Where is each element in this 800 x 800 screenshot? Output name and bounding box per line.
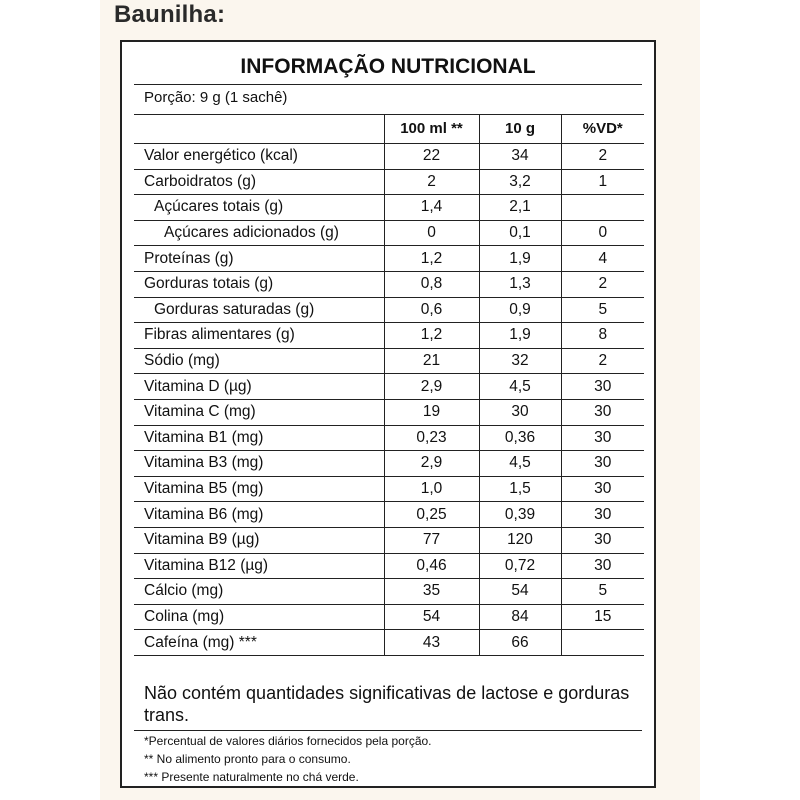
value-10g-cell: 32 [479, 348, 561, 374]
table-row [134, 630, 644, 656]
nutrient-name-cell: Fibras alimentares (g) [134, 323, 384, 349]
value-100ml-cell: 1,2 [384, 323, 479, 349]
table-row [134, 271, 644, 297]
value-10g-cell: 66 [479, 630, 561, 656]
nutrition-table [134, 114, 644, 656]
value-100ml-cell: 0,8 [384, 271, 479, 297]
lactose-note: Não contém quantidades significativas de lactose e gorduras trans. [144, 683, 630, 725]
footnote: *** Presente naturalmente no chá verde. [144, 770, 359, 784]
nutrient-name-cell: Vitamina D (µg) [134, 374, 384, 400]
value-10g-cell: 54 [479, 579, 561, 605]
table-row [134, 374, 644, 400]
value-10g-cell: 34 [479, 144, 561, 170]
nutrient-name-cell: Cálcio (mg) [134, 579, 384, 605]
nutrient-name-cell: Gorduras totais (g) [134, 271, 384, 297]
nutrient-name-cell: Vitamina C (mg) [134, 399, 384, 425]
value-vd-cell: 30 [561, 399, 644, 425]
value-vd-cell: 4 [561, 246, 644, 272]
value-vd-cell: 30 [561, 374, 644, 400]
value-10g-cell: 0,39 [479, 502, 561, 528]
table-row [134, 579, 644, 605]
table-row [134, 144, 644, 170]
value-10g-cell: 4,5 [479, 374, 561, 400]
value-100ml-cell: 0 [384, 220, 479, 246]
nutrient-name-cell: Sódio (mg) [134, 348, 384, 374]
table-row [134, 246, 644, 272]
table-row [134, 195, 644, 221]
value-10g-cell: 0,36 [479, 425, 561, 451]
value-100ml-cell: 1,2 [384, 246, 479, 272]
label-title: INFORMAÇÃO NUTRICIONAL [240, 55, 536, 78]
value-vd-cell: 2 [561, 271, 644, 297]
table-header-row [134, 115, 644, 144]
value-vd-cell: 30 [561, 553, 644, 579]
value-vd-cell: 30 [561, 451, 644, 477]
value-10g-cell: 4,5 [479, 451, 561, 477]
value-100ml-cell: 54 [384, 604, 479, 630]
nutrient-name-cell: Proteínas (g) [134, 246, 384, 272]
nutrient-name-cell: Vitamina B9 (µg) [134, 527, 384, 553]
flavor-heading: Baunilha: [114, 1, 226, 28]
table-row [134, 297, 644, 323]
value-10g-cell: 0,1 [479, 220, 561, 246]
table-row [134, 169, 644, 195]
footnotes [144, 732, 644, 786]
value-100ml-cell: 77 [384, 527, 479, 553]
value-10g-cell: 30 [479, 399, 561, 425]
portion-size: Porção: 9 g (1 sachê) [144, 89, 288, 106]
value-100ml-cell: 0,25 [384, 502, 479, 528]
value-vd-cell [561, 630, 644, 656]
value-100ml-cell: 0,6 [384, 297, 479, 323]
value-vd-cell: 2 [561, 348, 644, 374]
nutrient-name-cell: Cafeína (mg) *** [134, 630, 384, 656]
value-vd-cell: 0 [561, 220, 644, 246]
table-row [134, 425, 644, 451]
table-row [134, 451, 644, 477]
nutrient-name-cell: Vitamina B1 (mg) [134, 425, 384, 451]
value-vd-cell: 30 [561, 476, 644, 502]
table-row [134, 502, 644, 528]
nutrient-name-cell: Gorduras saturadas (g) [134, 297, 384, 323]
nutrient-name-cell: Vitamina B3 (mg) [134, 451, 384, 477]
table-row [134, 553, 644, 579]
value-100ml-cell: 1,0 [384, 476, 479, 502]
value-10g-cell: 0,9 [479, 297, 561, 323]
value-100ml-cell: 35 [384, 579, 479, 605]
value-100ml-cell: 43 [384, 630, 479, 656]
value-100ml-cell: 0,23 [384, 425, 479, 451]
footnote: ** No alimento pronto para o consumo. [144, 752, 351, 766]
nutrient-name-cell: Açúcares adicionados (g) [134, 220, 384, 246]
nutrient-name-cell: Valor energético (kcal) [134, 144, 384, 170]
value-vd-cell: 8 [561, 323, 644, 349]
value-10g-cell: 1,9 [479, 323, 561, 349]
nutrient-name-cell: Carboidratos (g) [134, 169, 384, 195]
table-row [134, 220, 644, 246]
table-row [134, 348, 644, 374]
table-row [134, 399, 644, 425]
table-row [134, 476, 644, 502]
value-100ml-cell: 2 [384, 169, 479, 195]
value-vd-cell: 5 [561, 579, 644, 605]
value-vd-cell: 15 [561, 604, 644, 630]
header-cell-nutrient [134, 115, 384, 144]
value-10g-cell: 120 [479, 527, 561, 553]
value-vd-cell: 30 [561, 502, 644, 528]
value-vd-cell [561, 195, 644, 221]
table-row [134, 604, 644, 630]
value-vd-cell: 1 [561, 169, 644, 195]
nutrient-name-cell: Colina (mg) [134, 604, 384, 630]
value-10g-cell: 1,5 [479, 476, 561, 502]
value-10g-cell: 2,1 [479, 195, 561, 221]
value-10g-cell: 84 [479, 604, 561, 630]
note-divider [134, 730, 642, 731]
table-row [134, 527, 644, 553]
value-100ml-cell: 2,9 [384, 374, 479, 400]
value-vd-cell: 2 [561, 144, 644, 170]
value-10g-cell: 3,2 [479, 169, 561, 195]
header-cell-vd: %VD* [561, 115, 644, 144]
nutrient-name-cell: Vitamina B5 (mg) [134, 476, 384, 502]
value-vd-cell: 30 [561, 527, 644, 553]
value-100ml-cell: 22 [384, 144, 479, 170]
nutrient-name-cell: Vitamina B6 (mg) [134, 502, 384, 528]
value-100ml-cell: 1,4 [384, 195, 479, 221]
value-10g-cell: 1,3 [479, 271, 561, 297]
table-row [134, 323, 644, 349]
header-cell-10g: 10 g [479, 115, 561, 144]
value-100ml-cell: 21 [384, 348, 479, 374]
value-100ml-cell: 19 [384, 399, 479, 425]
value-vd-cell: 30 [561, 425, 644, 451]
nutrition-label [120, 40, 656, 788]
value-100ml-cell: 2,9 [384, 451, 479, 477]
value-vd-cell: 5 [561, 297, 644, 323]
footnote: *Percentual de valores diários fornecidos pela porção. [144, 734, 432, 748]
nutrient-name-cell: Açúcares totais (g) [134, 195, 384, 221]
value-100ml-cell: 0,46 [384, 553, 479, 579]
value-10g-cell: 1,9 [479, 246, 561, 272]
value-10g-cell: 0,72 [479, 553, 561, 579]
nutrient-name-cell: Vitamina B12 (µg) [134, 553, 384, 579]
header-cell-100ml: 100 ml ** [384, 115, 479, 144]
